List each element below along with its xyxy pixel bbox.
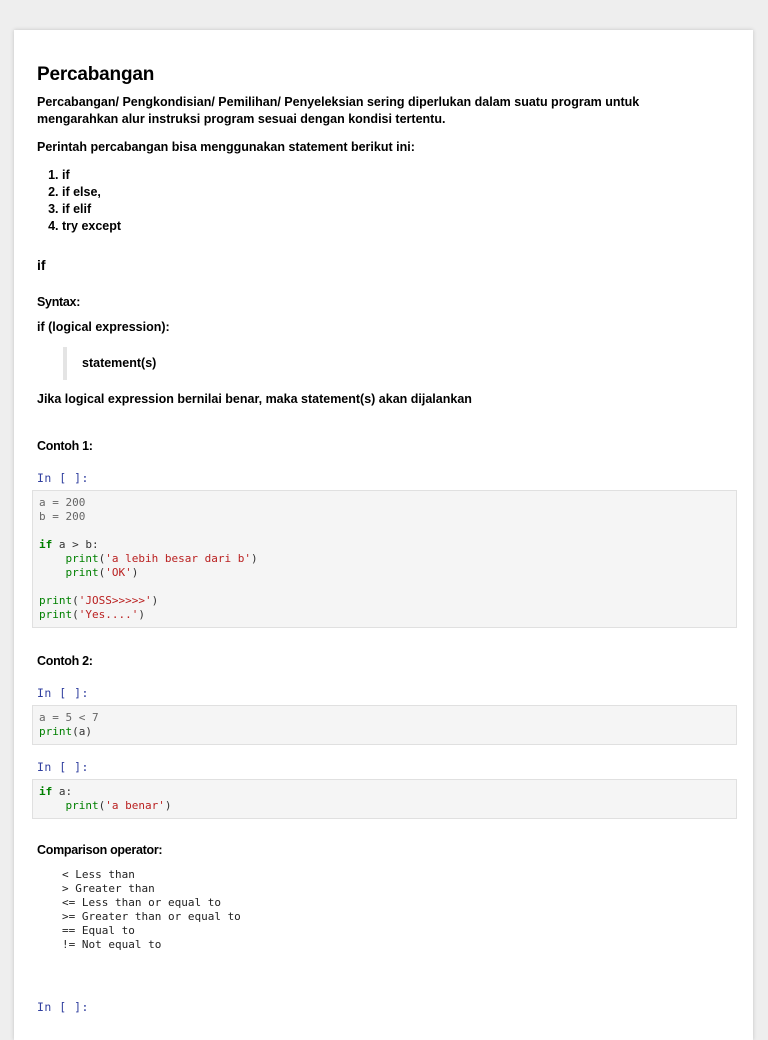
code-keyword: if: [39, 538, 53, 551]
code-cell-3[interactable]: [32, 779, 737, 819]
syntax-line: if (logical expression):: [37, 320, 170, 334]
list-item: 1. if: [62, 167, 121, 184]
code-string: 'a lebih besar dari b': [105, 552, 251, 565]
code-string: 'a benar': [105, 799, 165, 812]
statement-intro: Perintah percabangan bisa menggunakan statement berikut ini:: [37, 140, 415, 154]
code-function: print: [65, 552, 99, 565]
statement-list: [37, 167, 121, 235]
cell-prompt: In [ ]:: [37, 760, 89, 774]
list-item: > Greater than: [62, 882, 155, 895]
example2-label: Contoh 2:: [37, 654, 93, 668]
list-item: 2. if else,: [62, 184, 121, 201]
syntax-blockquote: [63, 347, 156, 380]
cell-prompt: In [ ]:: [37, 471, 89, 485]
list-item: 3. if elif: [62, 201, 121, 218]
list-item: == Equal to: [62, 924, 135, 937]
page-title: Percabangan: [37, 64, 155, 85]
syntax-statement: statement(s): [82, 356, 157, 370]
code-token: a > b:: [52, 538, 99, 551]
code-token: a:: [52, 785, 73, 798]
code-string: 'Yes....': [78, 608, 139, 621]
example1-label: Contoh 1:: [37, 439, 93, 453]
code-token: a: [39, 496, 46, 509]
syntax-label: Syntax:: [37, 295, 81, 309]
code-block: a = 200 b = 200 if a > b: print('a lebih besar dari b') print('OK') print('JOSS>>>>>') print('Yes....'): [39, 496, 258, 621]
code-keyword: if: [39, 785, 53, 798]
code-token: b: [39, 510, 46, 523]
list-item: < Less than: [62, 868, 135, 881]
syntax-note: Jika logical expression bernilai benar, maka statement(s) akan dijalankan: [37, 392, 472, 406]
code-block: if a: print('a benar'): [39, 785, 172, 812]
list-item: <= Less than or equal to: [62, 896, 221, 909]
comparison-operators: [62, 868, 241, 952]
code-string: 'OK': [105, 566, 132, 579]
intro-paragraph: Percabangan/ Pengkondisian/ Pemilihan/ Penyeleksian sering diperlukan dalam suatu program untuk mengarahkan alur instruksi program sesuai dengan kondisi tertentu.: [37, 95, 640, 126]
list-item: != Not equal to: [62, 938, 162, 951]
code-function: print: [65, 799, 99, 812]
code-function: print: [39, 608, 73, 621]
comparison-list: [62, 868, 241, 952]
code-token: 200: [65, 496, 86, 509]
code-token: a = 5 < 7: [39, 711, 99, 724]
cell-prompt: In [ ]:: [37, 1000, 89, 1014]
code-function: print: [39, 725, 73, 738]
code-token: (a): [72, 725, 92, 738]
code-token: 200: [65, 510, 86, 523]
code-function: print: [65, 566, 99, 579]
section-heading-if: if: [37, 257, 46, 273]
list-item: 4. try except: [62, 218, 121, 235]
code-cell-2[interactable]: [32, 705, 737, 745]
code-string: 'JOSS>>>>>': [78, 594, 152, 607]
code-function: print: [39, 594, 73, 607]
list-item: >= Greater than or equal to: [62, 910, 241, 923]
code-cell-1[interactable]: [32, 490, 737, 628]
cell-prompt: In [ ]:: [37, 686, 89, 700]
code-block: [33, 706, 736, 739]
comparison-label: Comparison operator:: [37, 843, 163, 857]
notebook-page: [14, 30, 753, 1040]
